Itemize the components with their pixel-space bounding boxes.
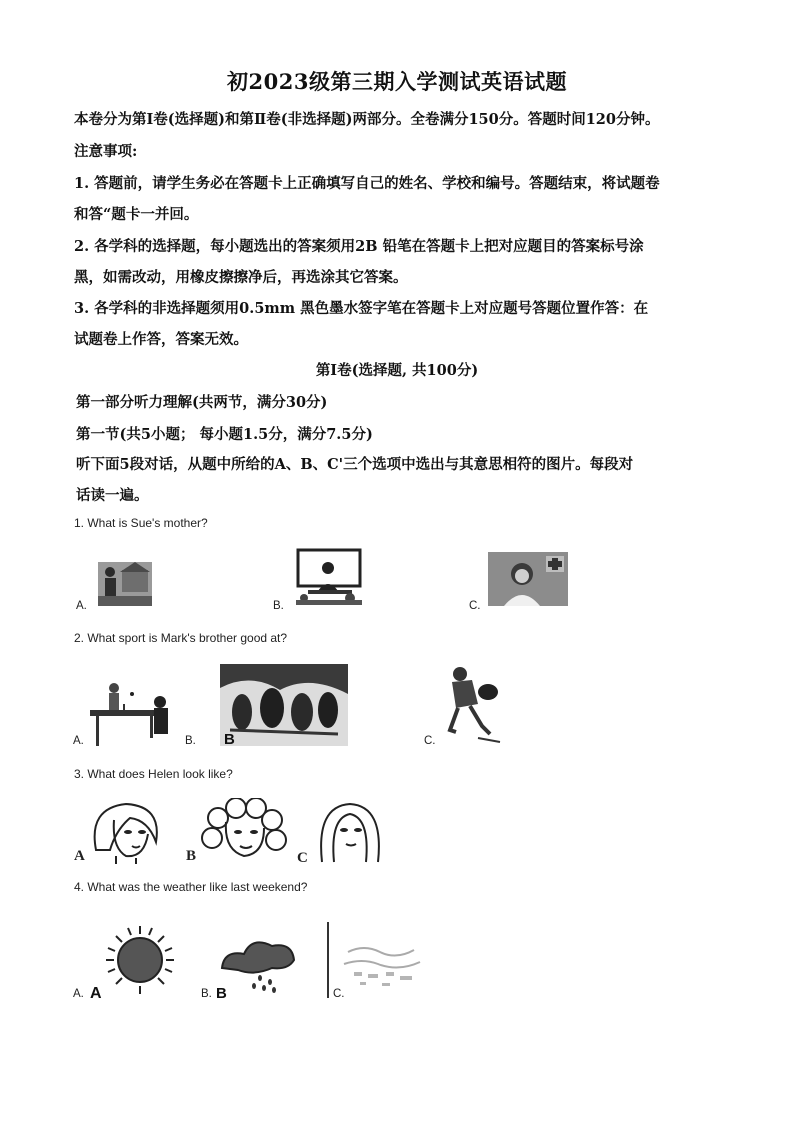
q4-picture-b-rainy — [214, 928, 300, 1000]
q4-option-c: C. — [333, 988, 345, 1000]
part1-heading: 第Ⅰ卷(选择题, 共100分) — [315, 362, 479, 379]
question-4: 4. What was the weather like last weekend? — [74, 880, 308, 894]
note-2-line-1: 2. 各学科的选择题，每小题选出的答案须用2B 铅笔在答题卡上把对应题目的答案标号涂 — [74, 238, 644, 255]
q4-option-a: A. — [73, 988, 84, 1000]
q3-picture-b-curly-hair-face — [200, 798, 290, 864]
q1-option-b: B. — [273, 600, 284, 612]
q3-picture-a-short-hair-face — [86, 800, 166, 864]
intro-text: 本卷分为第Ⅰ卷(选择题)和第Ⅱ卷(非选择题)两部分。全卷满分150分。答题时间120分钟。 — [74, 111, 660, 128]
question-3: 3. What does Helen look like? — [74, 767, 233, 781]
q1-option-c: C. — [469, 600, 481, 612]
note-1-line-1: 1. 答题前，请学生务必在答题卡上正确填写自己的姓名、学校和编号。答题结束，将试题卷 — [74, 175, 660, 192]
q2-option-b: B. — [185, 735, 196, 747]
q2-picture-b-hockey — [220, 664, 348, 746]
instruction-line-2: 话读一遍。 — [76, 487, 149, 504]
question-1: 1. What is Sue's mother? — [74, 516, 208, 530]
q2-picture-a-ping-pong — [86, 680, 186, 748]
q3-option-c: C — [297, 850, 308, 866]
note-3-line-1: 3. 各学科的非选择题须用0.5mm 黑色墨水签字笔在答题卡上对应题号答题位置作答：在 — [74, 300, 649, 317]
page-title: 初2023级第三期入学测试英语试题 — [227, 69, 567, 94]
q2-option-c: C. — [424, 735, 436, 747]
note-2-line-2: 黑，如需改动，用橡皮擦擦净后，再选涂其它答案。 — [74, 269, 408, 286]
q1-picture-b-teacher — [288, 548, 364, 606]
notes-heading: 注意事项: — [74, 143, 138, 160]
q4-option-b: B. — [201, 988, 212, 1000]
subsection-heading: 第一节(共5小题； 每小题1.5分，满分7.5分) — [76, 426, 373, 443]
q4a-picture-letter: A — [90, 985, 102, 1002]
q1-option-a: A. — [76, 600, 87, 612]
q2-picture-c-rugby — [440, 664, 504, 744]
note-3-line-2: 试题卷上作答，答案无效。 — [74, 331, 248, 348]
q4-picture-c-windy — [324, 920, 440, 1000]
q2b-picture-letter: B — [224, 731, 235, 746]
q3-option-b: B — [186, 848, 197, 864]
q2-option-a: A. — [73, 735, 84, 747]
note-1-line-2: 和答“题卡一并回。 — [74, 206, 199, 223]
q3-option-a: A — [74, 848, 85, 864]
section-heading: 第一部分听力理解(共两节，满分30分) — [76, 394, 328, 411]
q1-picture-a-farmer — [92, 560, 154, 608]
q4b-picture-letter: B — [216, 985, 227, 1000]
q4-picture-a-sunny — [86, 922, 186, 1002]
instruction-line-1: 听下面5段对话，从题中所给的A、B、C'三个选项中选出与其意思相符的图片。每段对 — [76, 456, 634, 473]
q3-picture-c-long-hair-face — [312, 800, 388, 864]
q1-picture-c-doctor — [488, 552, 568, 606]
question-2: 2. What sport is Mark's brother good at? — [74, 631, 288, 645]
